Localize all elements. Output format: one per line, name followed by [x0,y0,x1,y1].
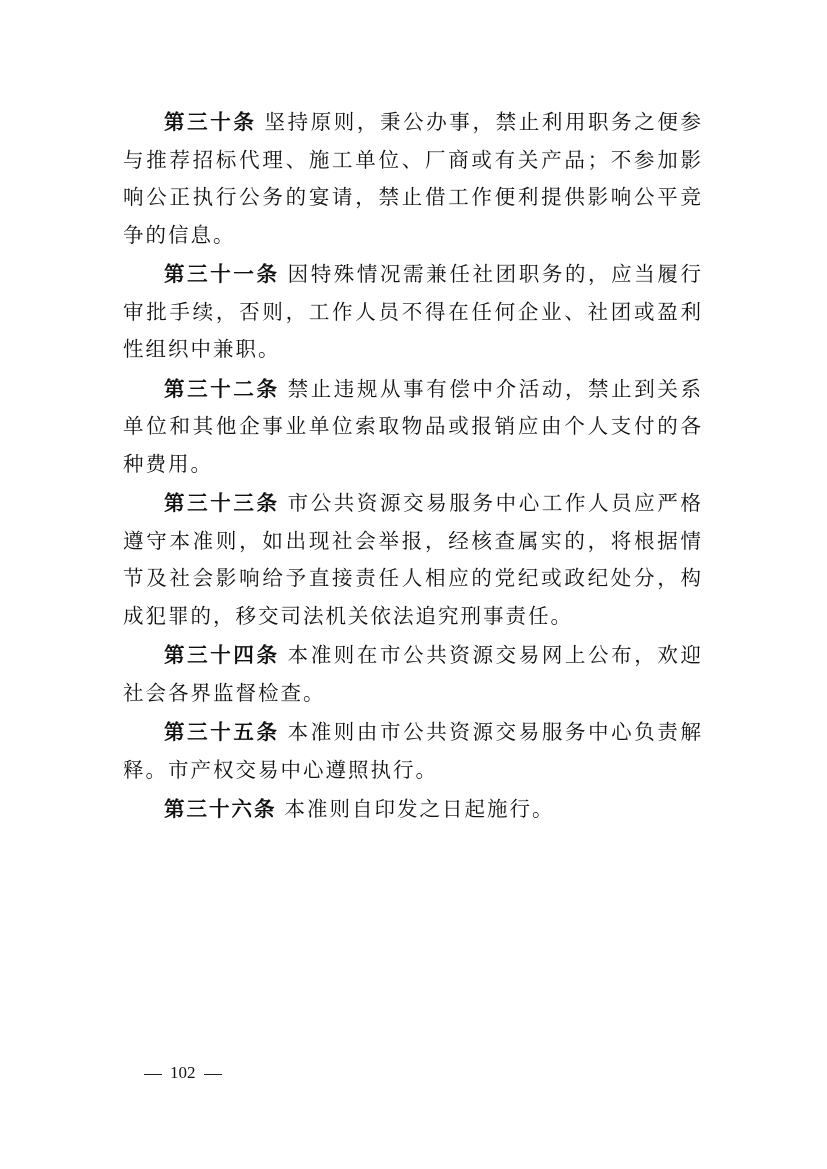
article-number: 第三十三条 [164,491,280,515]
article-text: 市公共资源交易服务中心工作人员应严格遵守本准则，如出现社会举报，经核查属实的，将根据情节及社会影响给予直接责任人相应的党纪或政纪处分，构成犯罪的，移交司法机关依法追究刑事责任。 [123,491,704,628]
page-number-right-dash [204,1074,222,1075]
article-text: 本准则由市公共资源交易服务中心负责解释。市产权交易中心遵照执行。 [123,720,704,782]
article-text: 禁止违规从事有偿中介活动，禁止到关系单位和其他企事业单位索取物品或报销应由个人支付的各种费用。 [123,376,704,476]
article-text: 本准则自印发之日起施行。 [284,797,555,821]
article-number: 第三十五条 [164,720,280,744]
article-text: 本准则在市公共资源交易网上公布，欢迎社会各界监督检查。 [123,643,704,705]
article-33 [123,485,703,635]
article-number: 第三十六条 [164,797,277,821]
article-text: 坚持原则，秉公办事，禁止利用职务之便参与推荐招标代理、施工单位、厂商或有关产品；不参加影响公正执行公务的宴请，禁止借工作便利提供影响公平竞争的信息。 [123,110,704,247]
article-text: 因特殊情况需兼任社团职务的，应当履行审批手续，否则，工作人员不得在任何企业、社团或盈利性组织中兼职。 [123,262,704,361]
article-36 [123,791,703,829]
article-number: 第三十二条 [164,376,280,401]
article-35 [123,714,703,789]
page-number-left-dash [144,1074,162,1075]
article-31 [123,256,703,369]
article-30 [123,104,703,254]
article-number: 第三十一条 [164,262,280,286]
article-34 [123,637,703,712]
page-number [136,1062,230,1084]
article-number: 第三十条 [164,110,257,134]
article-32 [123,371,703,484]
page-number-value: 102 [170,1063,196,1082]
document-body [123,104,703,831]
article-number: 第三十四条 [164,643,280,667]
